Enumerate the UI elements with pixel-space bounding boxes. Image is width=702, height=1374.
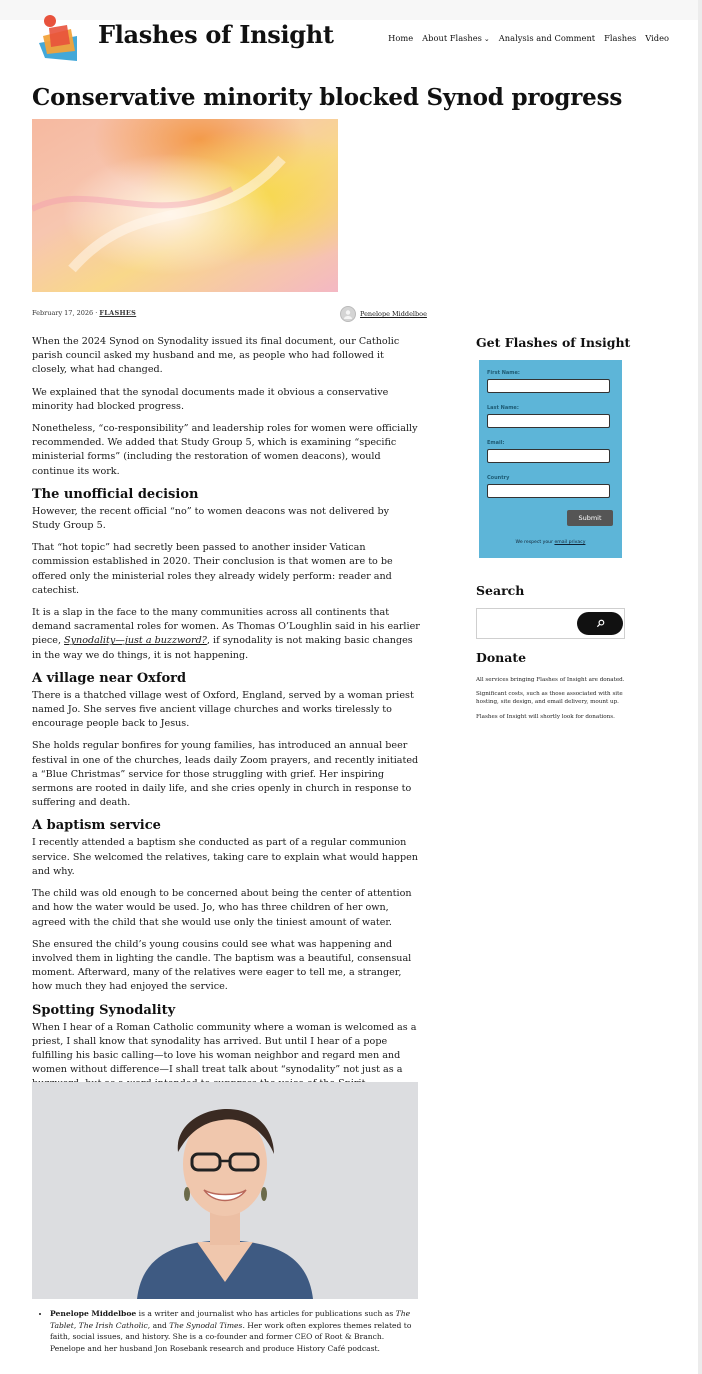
publication-name: The Synodal Times (169, 1320, 243, 1330)
bio-item (50, 1308, 418, 1354)
meta-separator: · (95, 309, 98, 317)
text: is a writer and journalist who has articles for publications such as (136, 1309, 396, 1318)
privacy-note (479, 540, 622, 545)
author-photo (32, 1082, 418, 1299)
email-privacy-link[interactable]: email privacy (554, 540, 586, 545)
publication-name: The Tablet (50, 1309, 411, 1330)
chevron-down-icon: ⌄ (483, 35, 490, 43)
main-nav (388, 33, 669, 43)
publication-name: The Irish Catholic (78, 1320, 148, 1330)
hero-image (32, 119, 338, 292)
submit-button[interactable]: Submit (567, 510, 613, 526)
avatar (340, 306, 356, 322)
author-bio (32, 1308, 418, 1354)
subscribe-form (479, 360, 622, 558)
nav-about-flashes[interactable] (422, 33, 490, 43)
country-label: Country (487, 475, 510, 481)
nav-flashes[interactable]: Flashes (604, 33, 637, 43)
paragraph: Significant costs, such as those associated with site hosting, site design, and email delivery, mount up. (476, 691, 623, 706)
paragraph: When the 2024 Synod on Synodality issued its final document, our Catholic parish council asked my husband and me, as people who had followed it closely, what had changed. (32, 336, 400, 376)
site-title[interactable]: Flashes of Insight (98, 20, 334, 49)
site-logo-icon[interactable] (37, 14, 81, 62)
text: , if synodality is not making basic changes in the way we do things, it is not happening. (32, 635, 413, 661)
article-body (32, 335, 420, 1100)
paragraph (32, 606, 420, 663)
page-title: Conservative minority blocked Synod progress (32, 84, 623, 111)
paragraph: However, the recent official “no” to women deacons was not delivered by Study Group 5. (32, 505, 390, 532)
paragraph: She holds regular bonfires for young families, has introduced an annual beer festival in one of the churches, leads daily Zoom prayers, and recently initiated a “Blue Christmas” service for those struggling with grief. Her inspiring sermons are rooted in daily life, and she cries openly in church in response to suffering and death. (32, 740, 419, 809)
section-heading: Spotting Synodality (32, 1002, 176, 1018)
author-name-link[interactable]: Penelope Middelboe (360, 310, 427, 318)
paragraph: There is a thatched village west of Oxford, England, served by a woman priest named Jo. She serves five ancient village churches and works tirelessly to encourage people back to Jesus. (32, 689, 414, 730)
email-field[interactable] (487, 449, 610, 463)
donate-text (476, 676, 626, 727)
first-name-field[interactable] (487, 379, 610, 393)
country-field[interactable] (487, 484, 610, 498)
search-heading: Search (476, 583, 525, 598)
post-date: February 17, 2026 (32, 309, 94, 317)
privacy-text: We respect your (515, 540, 555, 545)
paragraph: Flashes of Insight will shortly look for donations. (476, 713, 615, 720)
search-button[interactable] (577, 612, 623, 635)
nav-home[interactable]: Home (388, 33, 414, 43)
section-heading: A village near Oxford (32, 670, 187, 686)
first-name-label: First Name: (487, 370, 520, 376)
buzzword-article-link[interactable]: Synodality—just a buzzword? (64, 635, 207, 647)
search-input[interactable] (479, 612, 579, 637)
paragraph: When I hear of a Roman Catholic community where a woman is welcomed as a priest, I shall know that synodality has arrived. But until I hear of a pope fulfilling his basic calling—to love his woman neighbor and regard men and women without difference—I shall treat talk about “synodality” not just as a (32, 1021, 417, 1076)
nav-video[interactable]: Video (645, 33, 669, 43)
last-name-label: Last Name: (487, 405, 519, 411)
paragraph: Nonetheless, “co-responsibility” and leadership roles for women were officially recommended. We added that Study Group 5, which is examining “specific ministerial forms” (including the restoration of women deacons), would continue its work. (32, 423, 418, 477)
section-heading: The unofficial decision (32, 486, 199, 502)
paragraph: The child was old enough to be concerned about being the center of attention and how the water would be used. Jo, who has three children of her own, agreed with the child that she would use only the tiniest amount of water. (32, 888, 412, 928)
bio-author-name: Penelope Middelboe (50, 1309, 137, 1318)
nav-about-label: About Flashes (422, 33, 482, 43)
text: , and (147, 1320, 170, 1330)
paragraph: We explained that the synodal documents made it obvious a conservative minority had blocked progress. (32, 386, 389, 412)
donate-heading: Donate (476, 650, 527, 665)
subscribe-heading: Get Flashes of Insight (476, 335, 631, 350)
search-icon (596, 616, 605, 631)
paragraph: All services bringing Flashes of Insight are donated. (476, 677, 625, 683)
paragraph: That “hot topic” had secretly been passed to another insider Vatican commission established in 2020. Their conclusion is that women are to be offered only the ministerial roles they already widely perform: reader and catechist. (32, 542, 393, 596)
paragraph: She ensured the child’s young cousins could see what was happening and involved them in lighting the candle. The baptism was a beautiful, consensual moment. Afterward, many of the relatives were eager to tell me, a stranger, how much they had enjoyed the service. (32, 938, 412, 993)
search-box (476, 608, 625, 639)
top-bar (0, 0, 698, 20)
text: It is a slap in the face to the many communities across all continents that demand sacramental roles for women. As Thomas O’Loughlin said in his earlier piece, (32, 607, 420, 647)
text: , (73, 1320, 79, 1330)
nav-analysis-and-comment[interactable]: Analysis and Comment (498, 33, 596, 43)
last-name-field[interactable] (487, 414, 610, 428)
paragraph: I recently attended a baptism she conducted as part of a regular communion service. She welcomed the relatives, taking care to explain what would happen and why. (32, 837, 418, 877)
post-category-link[interactable]: FLASHES (99, 309, 137, 317)
email-label: Email: (487, 440, 505, 446)
scrollbar-track[interactable] (698, 0, 702, 1374)
text: . Her work often explores themes related to faith, social issues, and history. She is a co-founder and former CEO of Root & Branch. Penelope and her husband Jon Rosebank research and produce History Café podcast. (50, 1320, 412, 1353)
post-meta (32, 309, 136, 317)
post-author[interactable] (340, 306, 427, 322)
section-heading: A baptism service (32, 818, 161, 834)
